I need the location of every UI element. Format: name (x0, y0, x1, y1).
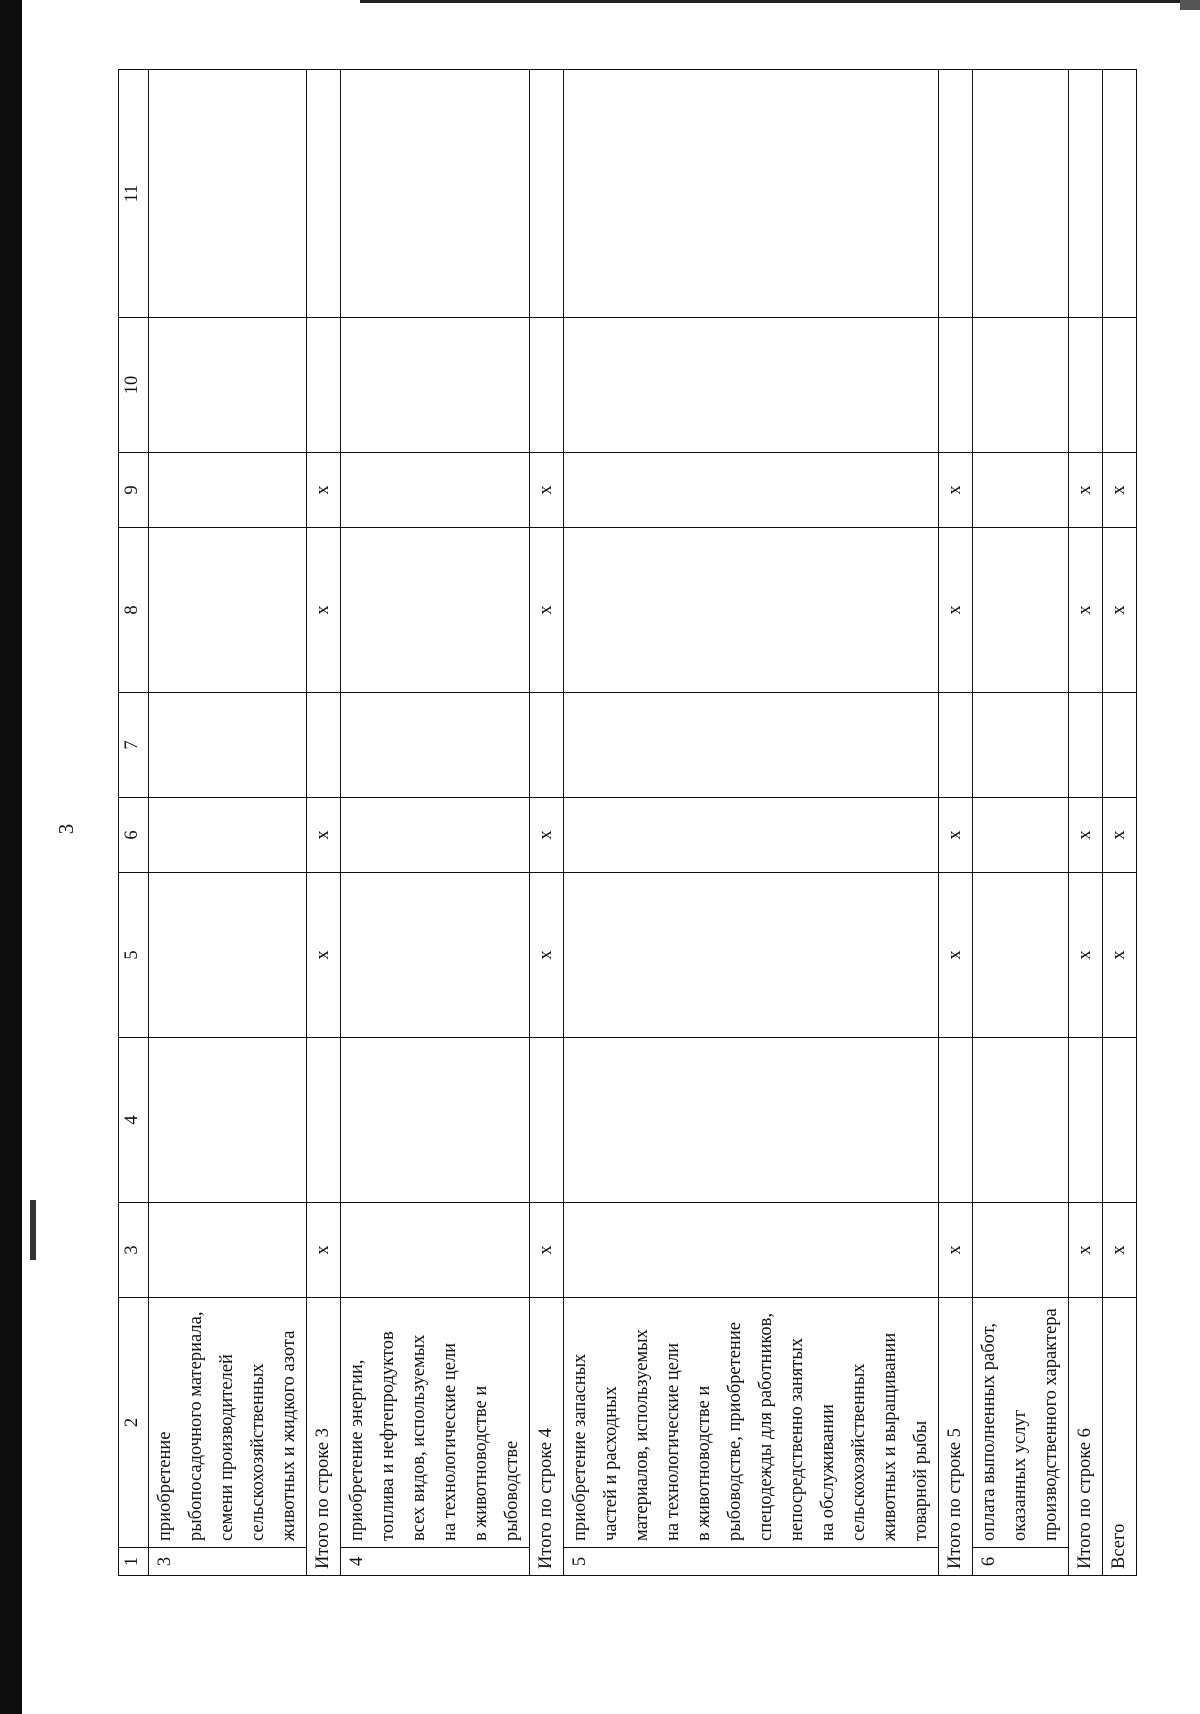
table-cell (1103, 693, 1137, 798)
table-cell (973, 70, 1069, 318)
table-cell (341, 453, 530, 528)
header-cell: 2 (119, 1298, 149, 1548)
header-cell: 5 (119, 873, 149, 1038)
table-cell (1069, 318, 1103, 453)
x-mark: x (1103, 528, 1137, 693)
x-mark: x (1103, 453, 1137, 528)
table-cell (973, 1203, 1069, 1298)
row-number: 6 (973, 1548, 1069, 1576)
table-cell (307, 318, 341, 453)
header-cell: 6 (119, 798, 149, 873)
scan-dark-edge (0, 0, 22, 1714)
x-mark: x (939, 798, 973, 873)
table-row-total-3 (307, 70, 341, 1576)
table-row-item-6 (973, 70, 1069, 1576)
table-cell (149, 1038, 307, 1203)
x-mark: x (1069, 873, 1103, 1038)
table-cell (341, 1203, 530, 1298)
x-mark: x (1069, 1203, 1103, 1298)
x-mark: x (939, 873, 973, 1038)
x-mark: x (1069, 798, 1103, 873)
rotated-table-container (118, 70, 1129, 1576)
row-description: приобретение запасных частей и расходных материалов, используемых на технологические цели в животноводстве и рыбоводстве, приобретение спецодежды для работников, непосредственно занятых на обслуживании сельскохозяйственных животных и выращивании товарной рыбы (564, 1298, 939, 1548)
table-cell (939, 693, 973, 798)
row-number: 3 (149, 1548, 307, 1576)
table-row-grand-total (1103, 70, 1137, 1576)
row-description: приобретение рыбопосадочного материала, семени производителей сельскохозяйственных животных и жидкого азота (149, 1298, 307, 1548)
table-cell (939, 1038, 973, 1203)
x-mark: x (307, 873, 341, 1038)
x-mark: x (939, 528, 973, 693)
x-mark: x (307, 453, 341, 528)
table-cell (341, 693, 530, 798)
table-cell (530, 693, 564, 798)
table-cell (341, 798, 530, 873)
table-cell (973, 528, 1069, 693)
table-cell (973, 453, 1069, 528)
total-label: Итого по строке 3 (307, 1298, 341, 1576)
page-number: 3 (54, 823, 78, 835)
table-cell (564, 453, 939, 528)
x-mark: x (530, 798, 564, 873)
table-cell (973, 318, 1069, 453)
table-cell (341, 318, 530, 453)
x-mark: x (1103, 1203, 1137, 1298)
header-cell: 4 (119, 1038, 149, 1203)
x-mark: x (307, 798, 341, 873)
header-cell: 3 (119, 1203, 149, 1298)
table-cell (341, 1038, 530, 1203)
table-row-total-5 (939, 70, 973, 1576)
header-cell: 9 (119, 453, 149, 528)
total-label: Итого по строке 5 (939, 1298, 973, 1576)
x-mark: x (1103, 798, 1137, 873)
table-cell (341, 873, 530, 1038)
x-mark: x (1069, 528, 1103, 693)
table-cell (149, 318, 307, 453)
table-cell (564, 528, 939, 693)
table-cell (341, 528, 530, 693)
x-mark: x (1103, 873, 1137, 1038)
header-cell: 8 (119, 528, 149, 693)
table-cell (307, 1038, 341, 1203)
header-row (119, 70, 149, 1576)
table-cell (1069, 70, 1103, 318)
table-cell (341, 70, 530, 318)
table-row-total-4 (530, 70, 564, 1576)
table-cell (564, 1203, 939, 1298)
table-cell (530, 1038, 564, 1203)
table-cell (1103, 70, 1137, 318)
x-mark: x (530, 1203, 564, 1298)
table-cell (973, 798, 1069, 873)
scan-mark (30, 1200, 36, 1260)
table-cell (564, 1038, 939, 1203)
row-description: приобретение энергии, топлива и нефтепродуктов всех видов, используемых на технологические цели в животноводстве и рыбоводстве (341, 1298, 530, 1548)
row-number: 5 (564, 1548, 939, 1576)
x-mark: x (530, 873, 564, 1038)
table-cell (564, 693, 939, 798)
table-cell (973, 693, 1069, 798)
header-cell: 11 (119, 70, 149, 318)
table-cell (530, 318, 564, 453)
table-cell (307, 70, 341, 318)
x-mark: x (530, 453, 564, 528)
table-cell (149, 798, 307, 873)
table-cell (149, 1203, 307, 1298)
table-cell (973, 873, 1069, 1038)
table-cell (1103, 318, 1137, 453)
table-cell (564, 70, 939, 318)
row-number: 4 (341, 1548, 530, 1576)
table-row-item-5 (564, 70, 939, 1576)
grand-total-label: Всего (1103, 1298, 1137, 1576)
table-row-item-4 (341, 70, 530, 1576)
header-cell: 10 (119, 318, 149, 453)
total-label: Итого по строке 6 (1069, 1298, 1103, 1576)
table-cell (149, 693, 307, 798)
x-mark: x (1069, 453, 1103, 528)
table-cell (1103, 1038, 1137, 1203)
header-cell: 7 (119, 693, 149, 798)
row-description: оплата выполненных работ, оказанных услуг производственного характера (973, 1298, 1069, 1548)
table-cell (564, 873, 939, 1038)
table-row-total-6 (1069, 70, 1103, 1576)
x-mark: x (307, 528, 341, 693)
table-cell (939, 318, 973, 453)
table-cell (973, 1038, 1069, 1203)
table-cell (149, 453, 307, 528)
x-mark: x (939, 453, 973, 528)
table-cell (564, 318, 939, 453)
x-mark: x (530, 528, 564, 693)
total-label: Итого по строке 4 (530, 1298, 564, 1576)
table-cell (530, 70, 564, 318)
expense-table (118, 69, 1137, 1576)
scan-mark-corner (1180, 0, 1200, 10)
table-cell (1069, 693, 1103, 798)
table-cell (149, 528, 307, 693)
table-cell (939, 70, 973, 318)
x-mark: x (939, 1203, 973, 1298)
table-cell (307, 693, 341, 798)
x-mark: x (307, 1203, 341, 1298)
scan-top-line (360, 0, 1200, 3)
header-cell: 1 (119, 1548, 149, 1576)
table-row-item-3 (149, 70, 307, 1576)
table-cell (1069, 1038, 1103, 1203)
table-cell (149, 873, 307, 1038)
table-cell (149, 70, 307, 318)
table-cell (564, 798, 939, 873)
